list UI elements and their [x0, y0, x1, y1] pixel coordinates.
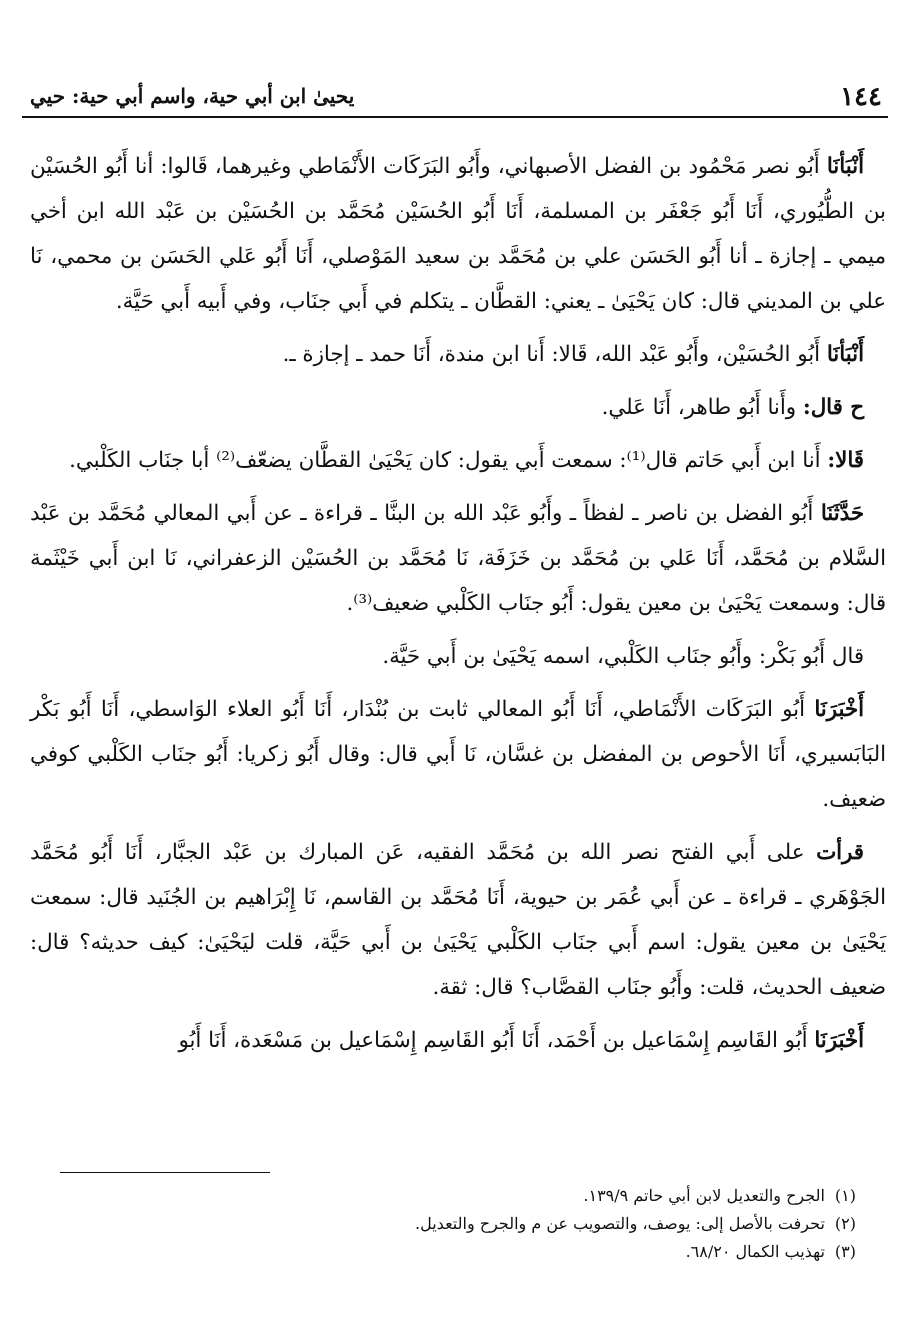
paragraph-lead: أَنْبَأنَا: [826, 342, 864, 367]
paragraph-lead: أَنْبَأنَا: [826, 154, 864, 179]
footnote: [60, 1210, 856, 1238]
paragraph: [30, 830, 886, 1010]
paragraph: [30, 144, 886, 324]
main-text: [30, 144, 886, 1071]
paragraph-text: أَبُو نصر مَحْمُود بن الفضل الأصبهاني، وأَبُو البَرَكَات الأَنْمَاطي وغيرهما، قَالوا: أنا أَبُو الحُسَيْن بن الطُّيُوري، أَنَا أَبُو جَعْفَر بن المسلمة، أَنَا أَبُو الحُسَيْن مُحَمَّد بن الحُسَيْن بن عَبْد الله ابن أخي ميمي ـ إجازة ـ أنا أَبُو الحَسَن علي بن مُحَمَّد بن سعيد المَوْصلي، أَنَا أَبُو عَلي الحَسَن بن محمي، نَا علي بن المديني قال: كان يَحْيَىٰ ـ يعني: القطَّان ـ يتكلم في أَبي جنَاب، وفي أَبيه أَبي حَيَّة.: [30, 154, 886, 314]
paragraph-lead: قَالا:: [827, 448, 864, 473]
paragraph-lead: قرأت: [816, 840, 864, 865]
paragraph-text: قال أَبُو بَكْر: وأَبُو جنَاب الكَلْبي، اسمه يَحْيَىٰ بن أَبي حَيَّة.: [382, 644, 864, 669]
page-header: [22, 72, 888, 118]
paragraph-lead: حَدَّثَنَا: [820, 501, 864, 526]
paragraph: [30, 687, 886, 822]
paragraph-text: وأَنا أَبُو طاهر، أَنَا عَلي.: [601, 395, 803, 420]
footnote-number: (٣): [834, 1242, 856, 1261]
paragraph-text: أَنا ابن أَبي حَاتم قال⁽¹⁾: سمعت أَبي يقول: كان يَحْيَىٰ القطَّان يضعّف⁽²⁾ أبا جنَاب الكَلْبي.: [69, 448, 828, 473]
header-rule: [22, 116, 888, 118]
footnotes: [60, 1182, 856, 1266]
paragraph-text: أَبُو الحُسَيْن، وأَبُو عَبْد الله، قَالا: أَنا ابن مندة، أَنَا حمد ـ إجازة ـ.: [282, 342, 827, 367]
footnote-text: تهذيب الكمال ٦٨/٢٠.: [685, 1242, 825, 1261]
paragraph: [30, 1018, 886, 1063]
paragraph-text: أَبُو القَاسِم إِسْمَاعيل بن أَحْمَد، أَنَا أَبُو القَاسِم إِسْمَاعيل بن مَسْعَدة، أَنَا أَبُو: [178, 1028, 815, 1053]
paragraph: [30, 491, 886, 626]
paragraph: [30, 385, 886, 430]
paragraph-lead: أَخْبَرَنَا: [814, 1028, 864, 1053]
footnote-text: تحرفت بالأصل إلى: يوصف، والتصويب عن م والجرح والتعديل.: [415, 1214, 825, 1233]
footnote-text: الجرح والتعديل لابن أبي حاتم ١٣٩/٩.: [583, 1186, 825, 1205]
footnote: [60, 1238, 856, 1266]
footnote-number: (٢): [834, 1214, 856, 1233]
paragraph-lead: ح قال:: [802, 395, 864, 420]
page-number: ١٤٤: [840, 82, 882, 112]
footnote-rule: [60, 1172, 270, 1173]
paragraph: [30, 332, 886, 377]
footnote-number: (١): [834, 1186, 856, 1205]
footnote: [60, 1182, 856, 1210]
paragraph-text: أَبُو البَرَكَات الأَنْمَاطي، أَنَا أَبُو المعالي ثابت بن بُنْدَار، أَنَا أَبُو العلاء الوَاسطي، أَنَا أَبُو بَكْر البَابَسيري، أَنَا الأحوص بن المفضل بن غسَّان، نَا أَبي قال: وقال أَبُو زكريا: أَبُو جنَاب الكَلْبي كوفي ضعيف.: [30, 697, 886, 812]
running-title: يحيىٰ ابن أبي حية، واسم أبي حية: حيي: [30, 84, 355, 108]
paragraph-text: أَبُو الفضل بن ناصر ـ لفظاً ـ وأَبُو عَبْد الله بن البنَّا ـ قراءة ـ عن أَبي المعالي مُحَمَّد بن عَبْد السَّلام بن مُحَمَّد، أَنَا عَلي بن مُحَمَّد بن خَزَفَة، نَا مُحَمَّد بن الحُسَيْن الزعفراني، نَا ابن أَبي خَيْثَمة قال: وسمعت يَحْيَىٰ بن معين يقول: أَبُو جنَاب الكَلْبي ضعيف⁽³⁾.: [30, 501, 886, 616]
paragraph: [30, 634, 886, 679]
paragraph: [30, 438, 886, 483]
paragraph-lead: أَخْبَرَنَا: [814, 697, 864, 722]
paragraph-text: على أَبي الفتح نصر الله بن مُحَمَّد الفقيه، عَن المبارك بن عَبْد الجبَّار، أَنَا أَبُو مُحَمَّد الجَوْهَري ـ قراءة ـ عن أَبي عُمَر بن حيوية، أَنَا مُحَمَّد بن القاسم، نَا إِبْرَاهيم بن الجُنَيد قال: سمعت يَحْيَىٰ بن معين يقول: اسم أَبي جنَاب الكَلْبي يَحْيَىٰ بن أَبي حَيَّة، قلت ليَحْيَىٰ: كيف حديثه؟ قال: ضعيف الحديث، قلت: وأَبُو جنَاب القصَّاب؟ قال: ثقة.: [30, 840, 886, 1000]
